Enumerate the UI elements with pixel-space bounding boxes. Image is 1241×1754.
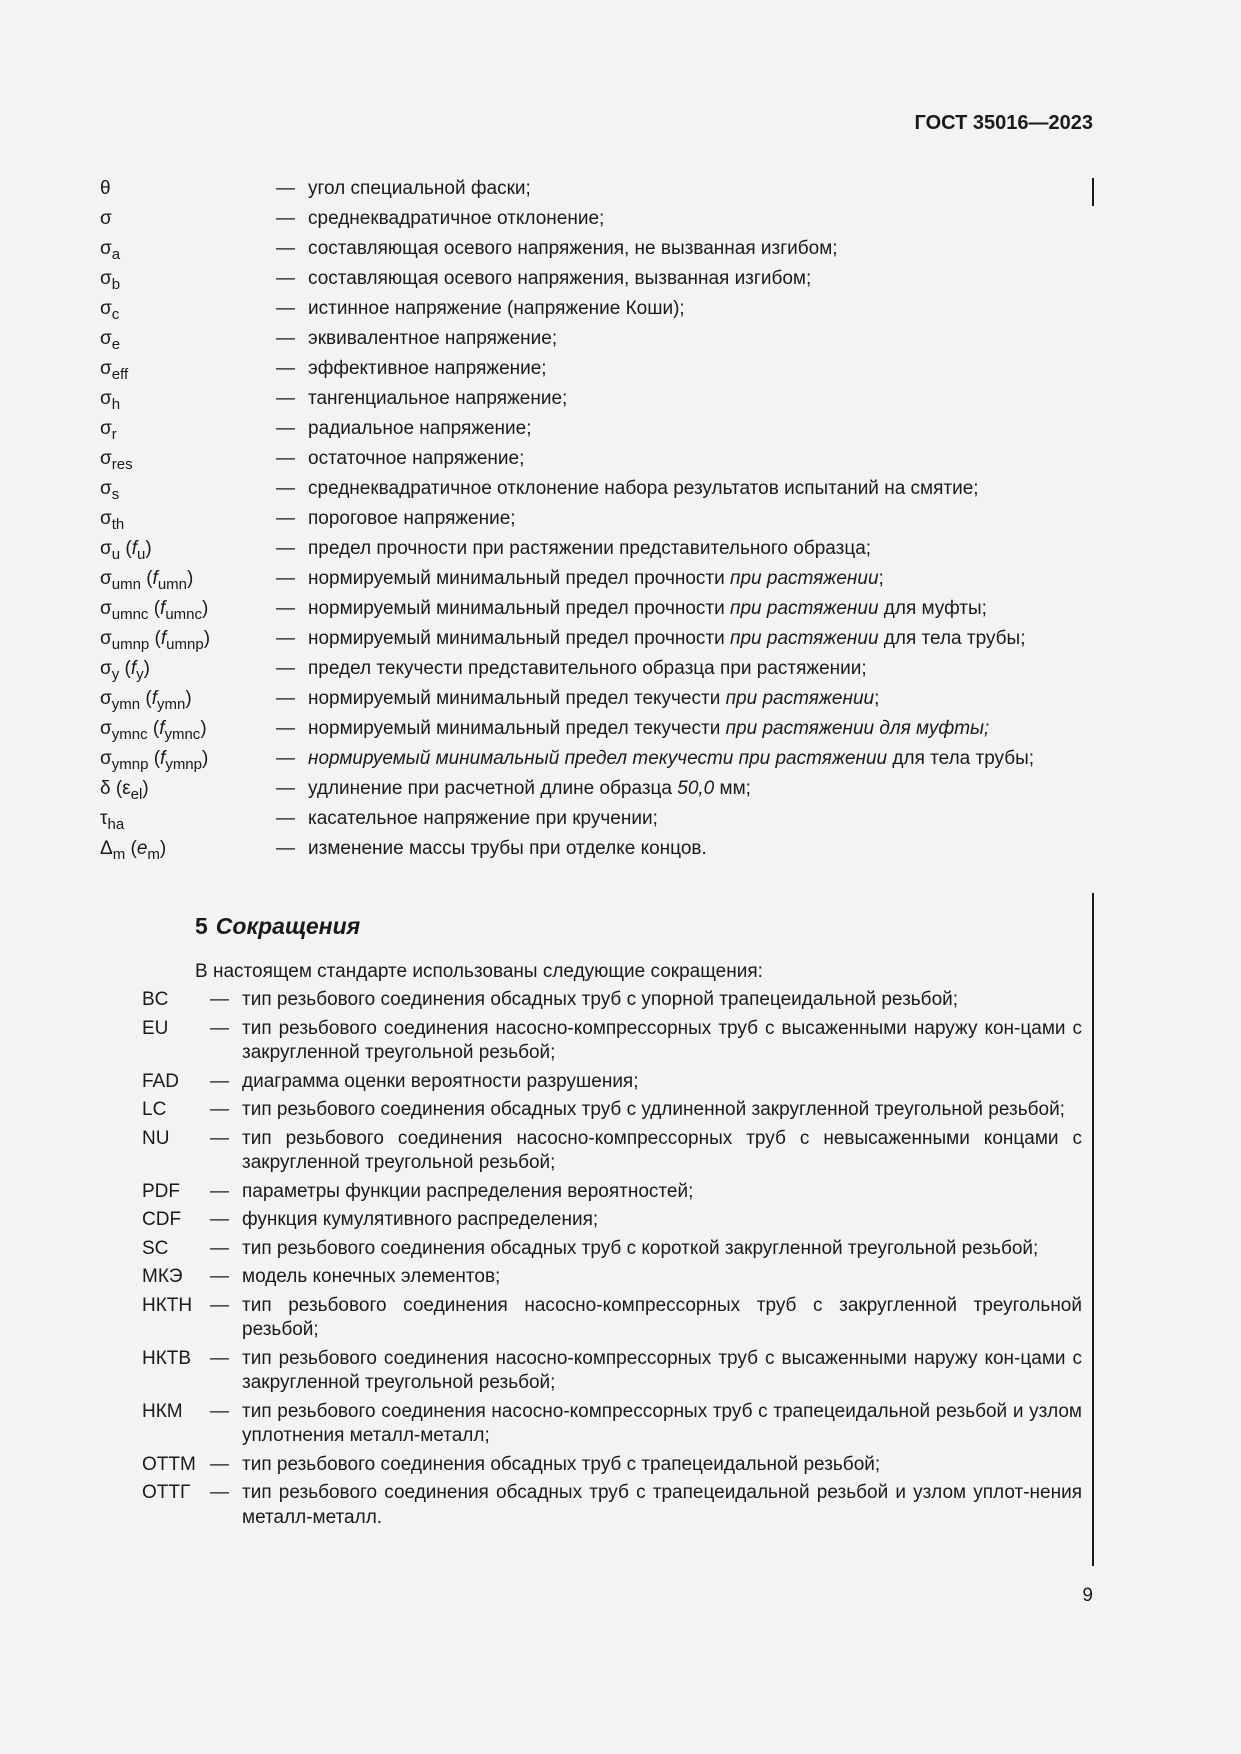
symbol-base: σ [100, 568, 112, 589]
symbol-base: σ [100, 478, 112, 499]
abbreviation-code: CDF [142, 1209, 182, 1230]
abbreviation-description: тип резьбового соединения насосно-компрессорных труб с невысаженными концами с закругленной треугольной резьбой; [242, 1127, 1082, 1173]
symbol-name [100, 508, 124, 533]
symbol-row [100, 508, 1095, 538]
dash: — [276, 328, 295, 349]
abbreviation-row [142, 1070, 1082, 1095]
symbol-base: σ [100, 238, 112, 259]
symbol-description: нормируемый минимальный предел текучести при растяжении для тела трубы; [308, 748, 1035, 769]
emphasis: нормируемый минимальный предел текучести при растяжении [308, 748, 888, 769]
symbol-alt-subscript: m [147, 845, 160, 863]
abbreviation-description: тип резьбового соединения обсадных труб с трапецеидальной резьбой; [242, 1453, 881, 1475]
symbol-name [100, 388, 120, 413]
symbol-subscript: umn [111, 575, 141, 593]
abbreviation-code: PDF [142, 1180, 180, 1202]
dash: — [276, 688, 295, 709]
dash: — [276, 388, 295, 409]
symbol-base: δ [100, 778, 111, 799]
abbreviation-description: параметры функции распределения вероятностей; [242, 1180, 694, 1202]
abbreviation-row [142, 1265, 1082, 1290]
symbol-base: σ [100, 268, 112, 289]
symbol-description: предел прочности при растяжении представительного образца; [308, 538, 872, 559]
abbreviation-code: SC [142, 1237, 169, 1259]
symbol-subscript: m [112, 845, 126, 863]
symbol-base: σ [100, 388, 112, 409]
symbol-subscript: ymnp [111, 755, 149, 773]
dash: — [276, 568, 295, 589]
abbreviation-row [142, 1208, 1082, 1233]
abbreviation-row [142, 988, 1082, 1013]
symbol-name [100, 268, 120, 293]
symbol-description: удлинение при расчетной длине образца 50,0 мм; [308, 778, 751, 799]
symbol-base: σ [100, 628, 112, 649]
symbol-subscript: r [111, 425, 117, 443]
abbreviation-row [142, 1237, 1082, 1262]
abbreviation-description: диаграмма оценки вероятности разрушения; [242, 1070, 639, 1092]
symbol-subscript: y [111, 665, 120, 683]
symbol-name: $\sigma_{ymnp}$ $(f_{ymnp})$ [100, 748, 209, 773]
dash: — [276, 778, 295, 799]
symbol-description: нормируемый минимальный предел прочности при растяжении для муфты; [308, 598, 987, 619]
symbol-base: σ [100, 508, 112, 529]
dash: — [210, 1237, 229, 1259]
dash: — [276, 238, 295, 259]
symbol-row [100, 688, 1095, 718]
symbol-alt-subscript: y [136, 665, 144, 683]
symbol-subscript: s [111, 485, 120, 503]
dash: — [210, 1294, 229, 1316]
symbol-base: σ [100, 358, 112, 379]
symbol-alt-subscript: umnp [166, 635, 204, 653]
symbol-alt-subscript: ymn [156, 695, 186, 713]
symbol-subscript: ha [107, 815, 125, 833]
symbol-row [100, 418, 1095, 448]
symbol-alt-subscript: ymnc [164, 725, 201, 743]
dash: — [276, 718, 295, 739]
symbol-name: $\sigma_{ymn}$ $(f_{ymn})$ [100, 688, 192, 713]
symbol-name: $\sigma_{umn}$ $(f_{umn})$ [100, 568, 194, 593]
symbol-name: $\sigma_{umnp}$ $(f_{umnp})$ [100, 628, 211, 653]
symbol-subscript: ymnc [111, 725, 148, 743]
symbol-base: Δ [100, 838, 113, 859]
abbreviation-description: тип резьбового соединения обсадных труб с трапецеидальной резьбой и узлом уплот-нения металл-металл. [242, 1482, 1082, 1528]
symbol-subscript: ymn [111, 695, 141, 713]
symbol-subscript: e [111, 335, 121, 353]
abbreviation-row [142, 1400, 1082, 1449]
emphasis: 50,0 [677, 778, 715, 799]
symbol-description: угол специальной фаски; [308, 178, 531, 199]
symbol-name: $\sigma_u$ $(f_u)$ [100, 538, 152, 563]
abbreviation-row [142, 1347, 1082, 1396]
dash: — [276, 208, 295, 229]
symbol-name [100, 298, 119, 323]
abbreviation-description: тип резьбового соединения обсадных труб с короткой закругленной треугольной резьбой; [242, 1237, 1039, 1259]
symbol-alt: f [160, 598, 166, 619]
symbol-name: $\sigma_{ymnc}$ $(f_{ymnc})$ [100, 718, 207, 743]
emphasis: при растяжении [730, 628, 879, 649]
dash: — [210, 1453, 229, 1475]
symbol-row [100, 538, 1095, 568]
symbol-description: нормируемый минимальный предел текучести при растяжении для муфты; [308, 718, 990, 739]
section-number: 5 [195, 913, 208, 939]
abbreviation-description: тип резьбового соединения насосно-компрессорных труб с высаженными наружу кон-цами с закругленной треугольной резьбой; [242, 1017, 1082, 1063]
dash: — [210, 1209, 229, 1230]
symbols-list [100, 178, 1095, 868]
symbol-description: среднеквадратичное отклонение; [308, 208, 605, 229]
symbol-name [100, 358, 128, 383]
section-heading [195, 913, 360, 940]
symbol-row [100, 478, 1095, 508]
dash: — [276, 418, 295, 439]
dash: — [276, 478, 295, 499]
abbreviation-description: тип резьбового соединения насосно-компрессорных труб с закругленной треугольной резьбой; [242, 1294, 1082, 1340]
abbreviation-description: функция кумулятивного распределения; [242, 1209, 599, 1230]
symbol-description: эффективное напряжение; [308, 358, 547, 379]
dash: — [276, 268, 295, 289]
symbol-name [100, 178, 111, 200]
dash: — [210, 1266, 229, 1287]
abbreviation-code: BC [142, 989, 169, 1010]
symbol-name [100, 208, 112, 230]
symbol-row [100, 178, 1095, 208]
symbol-base: σ [100, 418, 112, 439]
abbreviation-row [142, 1127, 1082, 1176]
dash: — [276, 598, 295, 619]
page-number: 9 [1082, 1585, 1093, 1606]
dash: — [276, 538, 295, 559]
abbreviation-row [142, 1098, 1082, 1123]
emphasis: при растяжении [725, 688, 875, 709]
symbol-subscript: eff [111, 365, 129, 383]
abbreviations-list [142, 988, 1082, 1534]
abbreviation-description: тип резьбового соединения насосно-компрессорных труб с высаженными наружу кон-цами с закругленной треугольной резьбой; [242, 1347, 1082, 1393]
section-title: Сокращения [215, 913, 361, 939]
symbol-base: τ [100, 808, 108, 829]
symbol-row [100, 808, 1095, 838]
dash: — [276, 658, 295, 679]
symbol-description: среднеквадратичное отклонение набора результатов испытаний на смятие; [308, 478, 979, 499]
symbol-row [100, 778, 1095, 808]
symbol-description: пороговое напряжение; [308, 508, 516, 529]
symbol-description: касательное напряжение при кручении; [308, 808, 658, 829]
symbol-description: составляющая осевого напряжения, не вызванная изгибом; [308, 238, 838, 259]
dash: — [276, 298, 295, 319]
abbreviation-row [142, 1180, 1082, 1205]
section-intro: В настоящем стандарте использованы следующие сокращения: [195, 961, 763, 982]
symbol-base: σ [100, 658, 112, 679]
symbol-row [100, 748, 1095, 778]
symbol-description: остаточное напряжение; [308, 448, 525, 469]
symbol-alt-subscript: umn [157, 575, 187, 593]
symbol-alt: f [160, 628, 167, 649]
dash: — [210, 1347, 229, 1369]
symbol-row [100, 208, 1095, 238]
symbol-alt-subscript: el [130, 785, 143, 803]
symbol-row [100, 838, 1095, 868]
dash: — [210, 1017, 229, 1039]
symbol-row [100, 568, 1095, 598]
symbol-subscript: umnp [111, 635, 150, 653]
dash: — [276, 808, 295, 829]
symbol-description: изменение массы трубы при отделке концов. [308, 838, 707, 859]
symbol-description: предел текучести представительного образца при растяжении; [308, 658, 867, 679]
symbol-alt: e [136, 838, 148, 859]
symbol-base: σ [100, 748, 112, 769]
emphasis: при растяжении для муфты; [725, 718, 990, 739]
abbreviation-row [142, 1453, 1082, 1478]
dash: — [276, 508, 295, 529]
symbol-base: σ [100, 538, 112, 559]
dash: — [276, 838, 295, 859]
emphasis: при растяжении [730, 568, 879, 589]
symbol-subscript: u [111, 545, 121, 563]
symbol-description: нормируемый минимальный предел прочности при растяжении; [308, 568, 884, 589]
symbol-description: составляющая осевого напряжения, вызванная изгибом; [308, 268, 812, 289]
symbol-base: σ [100, 718, 112, 739]
symbol-description: нормируемый минимальный предел текучести при растяжении; [308, 688, 880, 709]
symbol-row [100, 388, 1095, 418]
abbreviation-description: тип резьбового соединения обсадных труб с упорной трапецеидальной резьбой; [242, 989, 959, 1010]
dash: — [210, 1482, 229, 1503]
dash: — [276, 748, 295, 769]
symbol-base: σ [100, 598, 112, 619]
abbreviation-code: FAD [142, 1070, 179, 1092]
abbreviation-code: НКМ [142, 1400, 183, 1422]
symbol-name [100, 478, 119, 503]
abbreviation-description: тип резьбового соединения обсадных труб с удлиненной закругленной треугольной резьбой; [242, 1099, 1065, 1120]
symbol-row [100, 328, 1095, 358]
dash: — [210, 989, 229, 1010]
abbreviation-code: НКТВ [142, 1347, 192, 1369]
symbol-alt: f [152, 568, 158, 589]
dash: — [276, 448, 295, 469]
symbol-name: $\Delta_m$ $(e_m)$ [100, 838, 167, 863]
abbreviation-description: тип резьбового соединения насосно-компрессорных труб с трапецеидальной резьбой и узлом уплотнения металл-металл; [242, 1400, 1082, 1446]
symbol-alt: f [160, 748, 166, 769]
dash: — [276, 358, 295, 379]
symbol-row [100, 358, 1095, 388]
symbol-base: σ [100, 208, 112, 229]
symbol-alt: f [159, 718, 165, 739]
symbol-subscript: th [111, 515, 125, 533]
dash: — [210, 1070, 229, 1092]
symbol-row [100, 268, 1095, 298]
symbol-name [100, 418, 117, 443]
symbol-row [100, 598, 1095, 628]
symbol-row [100, 448, 1095, 478]
symbol-row [100, 718, 1095, 748]
symbol-row [100, 628, 1095, 658]
symbol-alt: f [131, 538, 137, 559]
abbreviation-row [142, 1481, 1082, 1530]
symbol-row [100, 298, 1095, 328]
symbol-alt-subscript: u [136, 545, 146, 563]
symbol-description: эквивалентное напряжение; [308, 328, 558, 349]
symbol-subscript: res [111, 455, 133, 473]
symbol-name [100, 448, 133, 473]
symbol-subscript: umnc [111, 605, 149, 623]
symbol-subscript: h [111, 395, 121, 413]
abbreviation-code: ОТТГ [142, 1482, 191, 1503]
emphasis: при растяжении [730, 598, 879, 619]
dash: — [210, 1127, 229, 1149]
symbol-base: σ [100, 298, 112, 319]
symbol-alt: f [151, 688, 157, 709]
symbol-name: $\sigma_{umnc}$ $(f_{umnc})$ [100, 598, 209, 623]
symbol-base: θ [100, 178, 111, 199]
document-header: ГОСТ 35016—2023 [914, 112, 1093, 134]
abbreviation-code: НКТН [142, 1294, 193, 1316]
abbreviation-row [142, 1294, 1082, 1343]
symbol-name [100, 328, 120, 353]
symbol-name [100, 808, 124, 833]
abbreviation-code: NU [142, 1127, 170, 1149]
revision-bar-section [1092, 893, 1094, 1566]
symbol-subscript: c [111, 305, 120, 323]
symbol-alt: ε [122, 778, 131, 799]
symbol-description: нормируемый минимальный предел прочности при растяжении для тела трубы; [308, 628, 1026, 649]
abbreviation-description: модель конечных элементов; [242, 1266, 501, 1287]
symbol-name [100, 238, 120, 263]
symbol-alt-subscript: ymnp [165, 755, 202, 773]
dash: — [210, 1180, 229, 1202]
abbreviation-row [142, 1017, 1082, 1066]
dash: — [276, 178, 295, 199]
symbol-base: σ [100, 328, 112, 349]
dash: — [276, 628, 295, 649]
symbol-alt-subscript: umnc [165, 605, 202, 623]
symbol-description: радиальное напряжение; [308, 418, 532, 439]
symbol-base: σ [100, 448, 112, 469]
dash: — [210, 1400, 229, 1422]
abbreviation-code: EU [142, 1017, 169, 1039]
symbol-subscript: a [111, 245, 121, 263]
symbol-row [100, 238, 1095, 268]
abbreviation-code: LC [142, 1099, 167, 1120]
symbol-name: $\sigma_y$ $(f_y)$ [100, 658, 150, 683]
symbol-name: δ $(\varepsilon_{el})$ [100, 778, 149, 803]
symbol-description: истинное напряжение (напряжение Коши); [308, 298, 685, 319]
symbol-alt: f [130, 658, 137, 679]
abbreviation-code: ОТТМ [142, 1453, 196, 1475]
dash: — [210, 1099, 229, 1120]
symbol-description: тангенциальное напряжение; [308, 388, 568, 409]
abbreviation-code: МКЭ [142, 1266, 183, 1287]
symbol-row [100, 658, 1095, 688]
symbol-subscript: b [111, 275, 121, 293]
symbol-base: σ [100, 688, 112, 709]
